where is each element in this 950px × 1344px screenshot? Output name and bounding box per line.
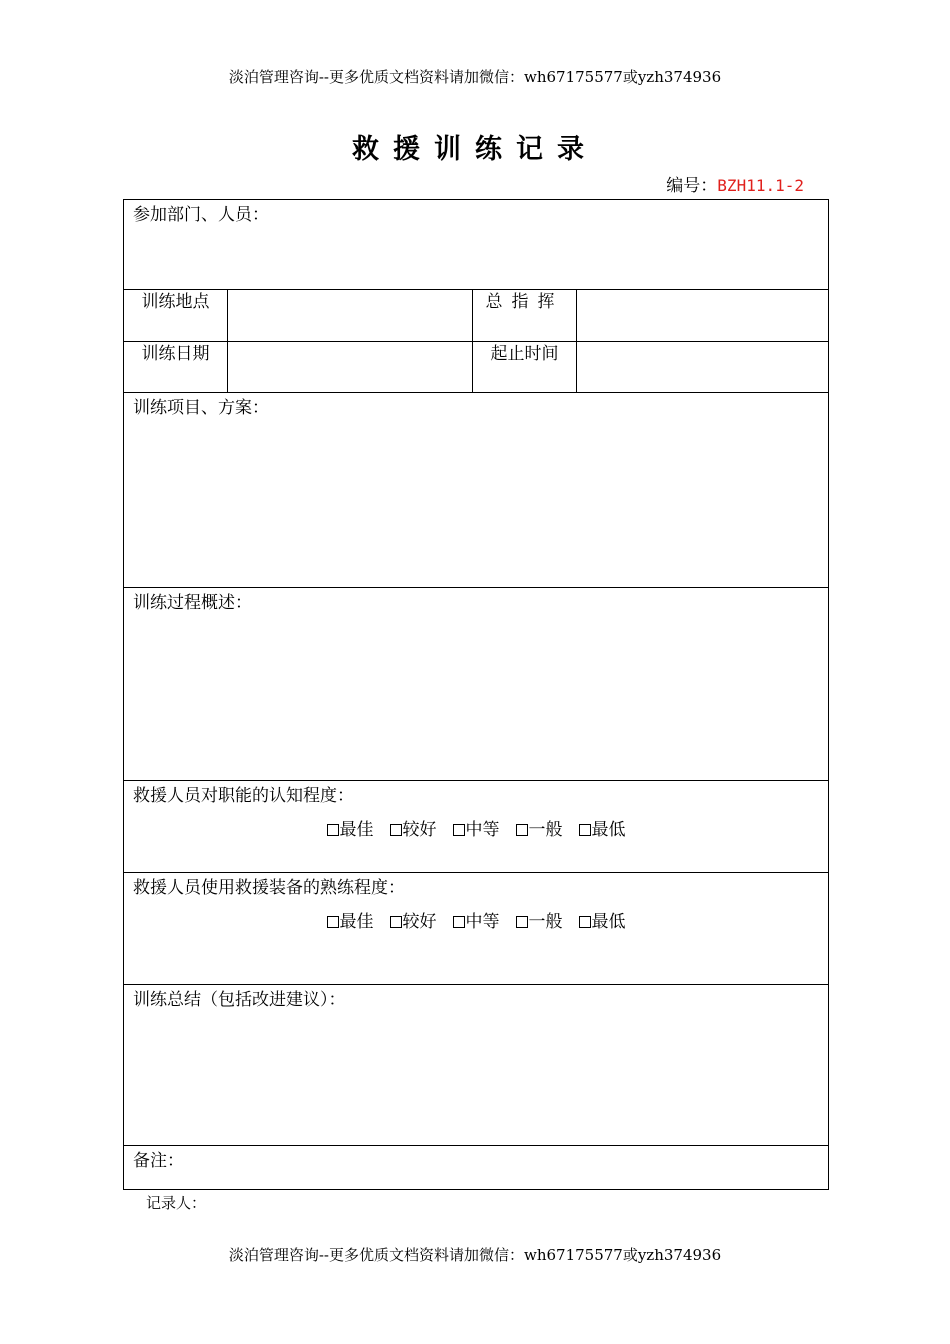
checkbox[interactable]	[390, 916, 402, 928]
rating-option-label: 中等	[465, 912, 500, 932]
rating-option[interactable]	[579, 820, 626, 840]
checkbox[interactable]	[579, 824, 591, 836]
proficiency-label: 救援人员使用救援装备的熟练程度：	[133, 878, 405, 898]
checkbox[interactable]	[390, 824, 402, 836]
checkbox[interactable]	[516, 824, 528, 836]
cognition-cell	[124, 781, 829, 873]
location-label: 训练地点	[124, 290, 228, 342]
proficiency-cell	[124, 873, 829, 985]
project-plan-cell[interactable]	[124, 393, 829, 588]
rating-option[interactable]	[327, 820, 374, 840]
summary-label: 训练总结（包括改进建议）：	[133, 990, 346, 1010]
date-value-cell[interactable]	[228, 342, 473, 393]
rating-option[interactable]	[516, 820, 563, 840]
rating-option-label: 较好	[402, 820, 437, 840]
participants-cell[interactable]	[124, 200, 829, 290]
participants-label: 参加部门、人员：	[133, 205, 269, 225]
training-record-form	[123, 199, 829, 1190]
page-title: 救援训练记录	[352, 134, 598, 165]
commander-label: 总指挥	[473, 290, 577, 342]
process-overview-cell[interactable]	[124, 588, 829, 781]
rating-option-label: 一般	[528, 912, 563, 932]
remarks-cell[interactable]	[124, 1146, 829, 1190]
summary-cell[interactable]	[124, 985, 829, 1146]
rating-option-label: 中等	[465, 820, 500, 840]
rating-option[interactable]	[453, 820, 500, 840]
rating-option-label: 较好	[402, 912, 437, 932]
checkbox[interactable]	[327, 824, 339, 836]
rating-option[interactable]	[327, 912, 374, 932]
rating-option-label: 最低	[591, 912, 626, 932]
location-value-cell[interactable]	[228, 290, 473, 342]
time-range-label: 起止时间	[473, 342, 577, 393]
rating-option[interactable]	[453, 912, 500, 932]
document-code-label: 编号：	[666, 176, 718, 196]
document-code-value: BZH11.1-2	[717, 176, 804, 195]
rating-option[interactable]	[390, 820, 437, 840]
cognition-rating-options	[124, 818, 828, 842]
rating-option-label: 最佳	[339, 912, 374, 932]
rating-option-label: 一般	[528, 820, 563, 840]
cognition-label: 救援人员对职能的认知程度：	[133, 786, 354, 806]
rating-option-label: 最佳	[339, 820, 374, 840]
rating-option[interactable]	[516, 912, 563, 932]
remarks-label: 备注：	[133, 1151, 184, 1171]
process-overview-label: 训练过程概述：	[133, 593, 252, 613]
footer-watermark-note: 淡泊管理咨询--更多优质文档资料请加微信：wh67175577或yzh374936	[228, 1246, 722, 1264]
recorder-label: 记录人：	[146, 1194, 207, 1212]
checkbox[interactable]	[453, 916, 465, 928]
document-code	[666, 175, 804, 197]
header-watermark-note: 淡泊管理咨询--更多优质文档资料请加微信：wh67175577或yzh374936	[228, 68, 722, 86]
proficiency-rating-options	[124, 910, 828, 934]
checkbox[interactable]	[453, 824, 465, 836]
checkbox[interactable]	[579, 916, 591, 928]
commander-value-cell[interactable]	[577, 290, 829, 342]
date-label: 训练日期	[124, 342, 228, 393]
rating-option[interactable]	[390, 912, 437, 932]
rating-option[interactable]	[579, 912, 626, 932]
rating-option-label: 最低	[591, 820, 626, 840]
checkbox[interactable]	[516, 916, 528, 928]
checkbox[interactable]	[327, 916, 339, 928]
project-plan-label: 训练项目、方案：	[133, 398, 269, 418]
time-range-value-cell[interactable]	[577, 342, 829, 393]
